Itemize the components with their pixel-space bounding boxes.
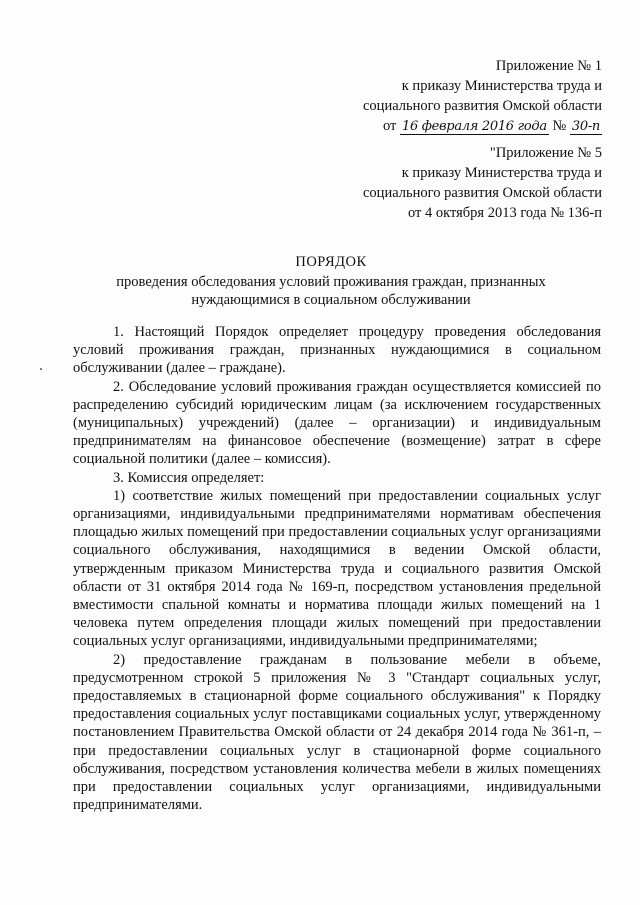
paragraph-2: 2. Обследование условий проживания граждан осуществляется комиссией по распределению субсидий юридическим лицам (за исключением государственных (муниципальных) учреждений) (далее – организации) и индивидуальным предпринимателям на финансовое обеспечение (возмещение) затрат в сфере социальной политики (далее – комиссия). xyxy=(73,378,601,468)
appendix-5-order-line: к приказу Министерства труда и xyxy=(401,165,602,181)
handwritten-date: 16 февраля 2016 года xyxy=(401,119,547,134)
paragraph-1: 1. Настоящий Порядок определяет процедуру проведения обследования условий проживания граждан, признанных нуждающимися в социальном обслуживании (далее – граждане). xyxy=(73,324,601,377)
appendix-5-title: "Приложение № 5 xyxy=(489,145,602,161)
appendix-1-date-line xyxy=(363,116,602,137)
document-subtitle-line-1: проведения обследования условий проживания граждан, признанных xyxy=(116,274,546,290)
paragraph-3-item-2: 2) предоставление гражданам в пользование мебели в объеме, предусмотренном строкой 5 приложения № 3 "Стандарт социальных услуг, предоставляемых в стационарной форме социального обслуживания" к Порядку предоставления социальных услуг поставщиками социальных услуг, утвержденному постановлением Правительства Омской области от 24 декабря 2014 года № 361-п, – при предоставлении социальных услуг в стационарной форме социального обслуживания, посредством установления количества мебели в жилых помещениях при предоставлении социальных услуг организациями, индивидуальными предпринимателями. xyxy=(73,651,601,814)
appendix-1-number-prefix: № xyxy=(552,118,567,134)
document-title-block xyxy=(60,253,602,309)
appendix-1-title: Приложение № 1 xyxy=(495,58,602,74)
appendix-1-ministry-line: социального развития Омской области xyxy=(363,98,602,114)
document-title: ПОРЯДОК xyxy=(295,254,367,270)
document-body xyxy=(73,323,601,814)
paragraph-3-item-1: 1) соответствие жилых помещений при предоставлении социальных услуг организациями, индивидуальными предпринимателями нормативам обеспечения площадью жилых помещений при предоставлении социальных услуг организациями социального обслуживания, находящимися в ведении Омской области, утвержденным приказом Министерства труда и социального развития Омской области от 31 октября 2014 года № 169-п, посредством установления предельной вместимости спальной комнаты и норматива площади жилых помещений на 1 человека путем определения площади жилых помещений при предоставлении социальных услуг организациями, индивидуальными предпринимателями; xyxy=(73,487,601,650)
appendix-5-ministry-line: социального развития Омской области xyxy=(363,185,602,201)
handwritten-number: 30-п xyxy=(571,119,600,134)
appendix-1-header xyxy=(363,56,602,137)
appendix-1-order-line: к приказу Министерства труда и xyxy=(401,78,602,94)
scan-speck xyxy=(40,368,42,370)
appendix-1-from-prefix: от xyxy=(382,118,397,134)
paragraph-3: 3. Комиссия определяет: xyxy=(113,469,265,486)
document-subtitle-line-2: нуждающимися в социальном обслуживании xyxy=(191,292,471,308)
appendix-5-date-line: от 4 октября 2013 года № 136-п xyxy=(407,205,602,221)
appendix-5-header xyxy=(363,143,602,223)
